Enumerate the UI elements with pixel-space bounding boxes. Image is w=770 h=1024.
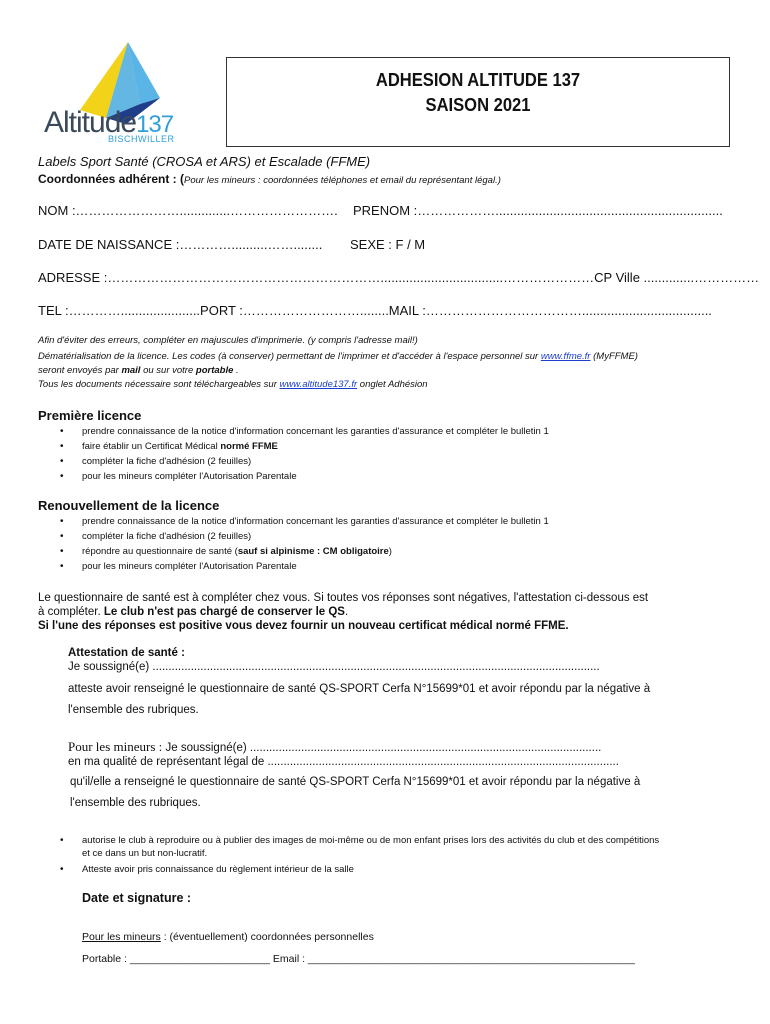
list-item: • autorise le club à reproduire ou à publier des images de moi-même ou de mon enfant prises lors des activités du club et des compétitions [60,835,660,846]
list-item: • compléter la fiche d'adhésion (2 feuilles) [60,531,252,542]
attestation-heading: Attestation de santé : [68,647,185,659]
coordonnees-heading: Coordonnées adhérent : (Pour les mineurs : coordonnées téléphones et email du représentant légal.) [38,172,501,186]
ffme-link[interactable]: www.ffme.fr [540,351,591,362]
list-item: • compléter la fiche d'adhésion (2 feuilles) [60,456,252,467]
adresse-field[interactable]: ADRESSE :………………………………………………………..................................…………………CP Ville ..............…………… [38,270,760,285]
date-signature-heading: Date et signature : [82,891,192,905]
list-item: • prendre connaissance de la notice d'information concernant les garanties d'assurance et compléter le bulletin 1 [60,426,549,437]
renouvellement-list [58,514,549,574]
mineurs-coordonnees: Pour les mineurs : (éventuellement) coordonnées personnelles [82,931,374,943]
note-majuscules: Afin d'éviter des erreurs, compléter en majuscules d'imprimerie. (y compris l'adresse mail!) [38,335,418,346]
title-line-1: ADHESION ALTITUDE 137 [375,70,581,90]
renseigne-line-2: l'ensemble des rubriques. [70,797,201,809]
date-naissance-field[interactable]: DATE DE NAISSANCE :…………..........……........ [38,237,323,252]
renseigne-line-1: qu'il/elle a renseigné le questionnaire de santé QS-SPORT Cerfa N°15699*01 et avoir répondu par la négative à [70,776,641,788]
soussigne-line[interactable]: Je soussigné(e) ............................................................................................................................................ [68,661,600,673]
note-dematerialisation: Dématérialisation de la licence. Les codes (à conserver) permettant de l'imprimer et d'accéder à l'espace personnel sur www.ffme.fr (MyFFME) [38,351,638,362]
list-item: • Atteste avoir pris connaissance du règlement intérieur de la salle [60,864,354,875]
mineurs-soussigne-line[interactable]: Pour les mineurs : Je soussigné(e) .............................................................................................................. [68,739,602,754]
sexe-field[interactable]: SEXE : F / M [350,237,426,252]
nom-field[interactable]: NOM :……………………..............……………………. [38,203,338,218]
list-item: et ce dans un but non-lucratif. [82,848,208,859]
qs-paragraph: Le questionnaire de santé est à compléter chez vous. Si toutes vos réponses sont négatives, l'attestation ci-dessous est à compléter. Le club n'est pas chargé de conserver le QS. Si l'une des réponses est positive vous devez fournir un nouveau certificat médical normé FFME. [38,592,649,632]
altitude137-link[interactable]: www.altitude137.fr [279,379,358,390]
logo-town: BISCHWILLER [108,134,175,144]
premiere-licence-list [58,424,549,484]
list-item: • prendre connaissance de la notice d'information concernant les garanties d'assurance et compléter le bulletin 1 [60,516,549,527]
title-line-2: SAISON 2021 [425,95,531,115]
atteste-line-2: l'ensemble des rubriques. [68,704,199,716]
list-item: • pour les mineurs compléter l'Autorisation Parentale [60,471,297,482]
title-box [226,57,730,147]
premiere-licence-heading: Première licence [38,408,142,423]
list-item: • pour les mineurs compléter l'Autorisation Parentale [60,561,297,572]
portable-email-line[interactable]: Portable : ________________________ Email : ________________________________________________________ [82,953,635,965]
representant-legal-line[interactable]: en ma qualité de représentant légal de .............................................................................................................. [68,756,619,768]
renouvellement-heading: Renouvellement de la licence [38,498,220,513]
note-documents: Tous les documents nécessaire sont téléchargeables sur www.altitude137.fr onglet Adhésion [38,379,428,390]
logo-wordmark: Altitude137 [44,106,174,139]
list-item: • répondre au questionnaire de santé (sauf si alpinisme : CM obligatoire) [60,546,392,557]
labels-line: Labels Sport Santé (CROSA et ARS) et Escalade (FFME) [38,154,371,169]
list-item: • faire établir un Certificat Médical normé FFME [60,441,278,452]
prenom-field[interactable]: PRENOM :………………............................................................... [353,203,723,218]
atteste-line-1: atteste avoir renseigné le questionnaire de santé QS-SPORT Cerfa N°15699*01 et avoir répondu par la négative à [68,683,651,695]
note-envoi: seront envoyés par mail ou sur votre portable . [38,365,239,376]
autorisations-list [58,834,659,877]
tel-port-mail-field[interactable]: TEL :…………......................PORT :………………………........MAIL :……………………………….................................... [38,303,712,318]
